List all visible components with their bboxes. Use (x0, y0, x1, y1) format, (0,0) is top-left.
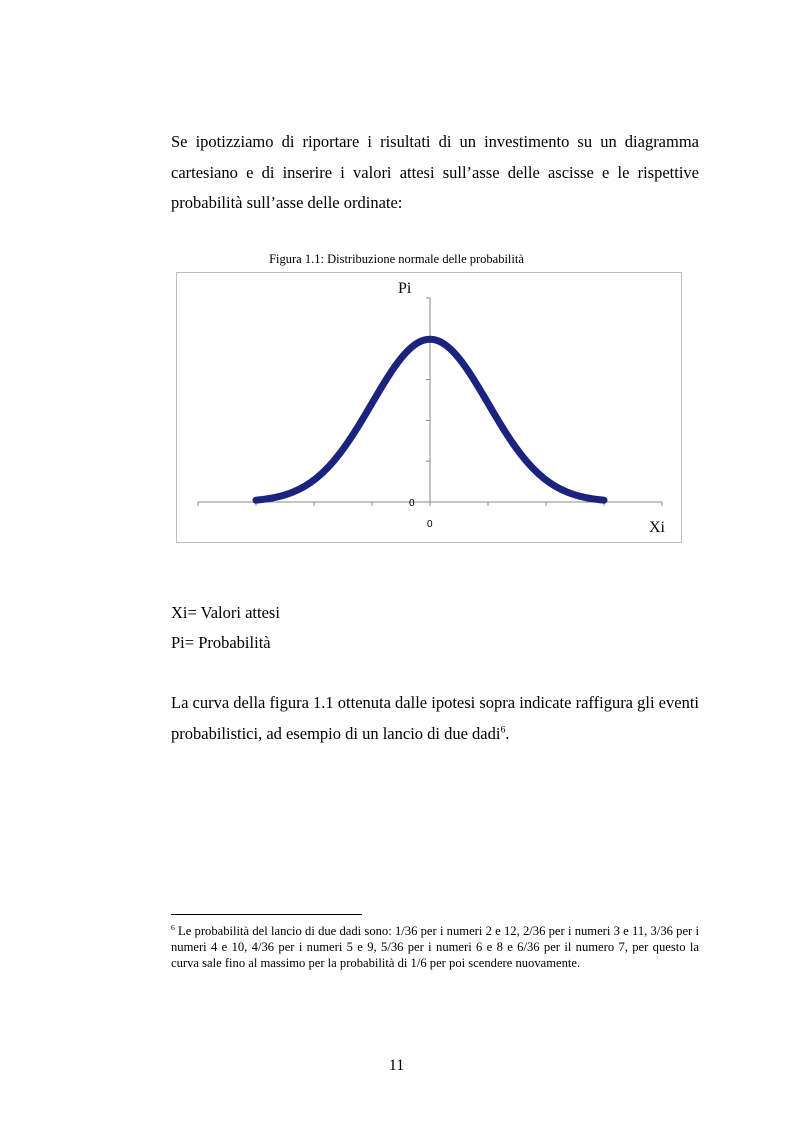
x-origin-tick-label: 0 (427, 519, 433, 530)
figure-caption: Figura 1.1: Distribuzione normale delle probabilità (269, 252, 524, 266)
legend-pi: Pi= Probabilità (171, 633, 271, 652)
legend-xi: Xi= Valori attesi (171, 603, 280, 622)
footnote-separator (171, 914, 362, 915)
chart-axes (198, 298, 662, 502)
chart-frame (176, 272, 682, 543)
normal-distribution-chart (177, 273, 681, 542)
footnote-number: 6 (171, 922, 175, 932)
footnote-reference[interactable]: 6 (500, 724, 506, 735)
footnote: $^6$ Le probabilità del lancio di due dadi sono: 1/36 per i numeri 2 e 12, 2/36 per i numeri 3 e 11, 3/36 per i numeri 4 e 10, 4/36 per i numeri 5 e 9, 5/36 per i numeri 6 e 8 e 6/36 per il numero 7, per questo la curva sale fino al massimo per la probabilità di 1/6 per poi scendere nuovamente. (171, 922, 699, 970)
x-axis-label: Xi (649, 519, 665, 536)
y-axis-label: Pi (398, 280, 412, 297)
conclusion-paragraph: La curva della figura 1.1 ottenuta dalle ipotesi sopra indicate raffigura gli eventi probabilistici, ad esempio di un lancio di due dadi$^6$. (171, 693, 699, 743)
y-origin-tick-label: 0 (409, 498, 415, 509)
intro-paragraph: Se ipotizziamo di riportare i risultati di un investimento su un diagramma cartesiano e di inserire i valori attesi sull’asse delle ascisse e le rispettive probabilità sull’asse delle ordinate: (171, 132, 699, 212)
page-number: 11 (388, 1057, 405, 1074)
